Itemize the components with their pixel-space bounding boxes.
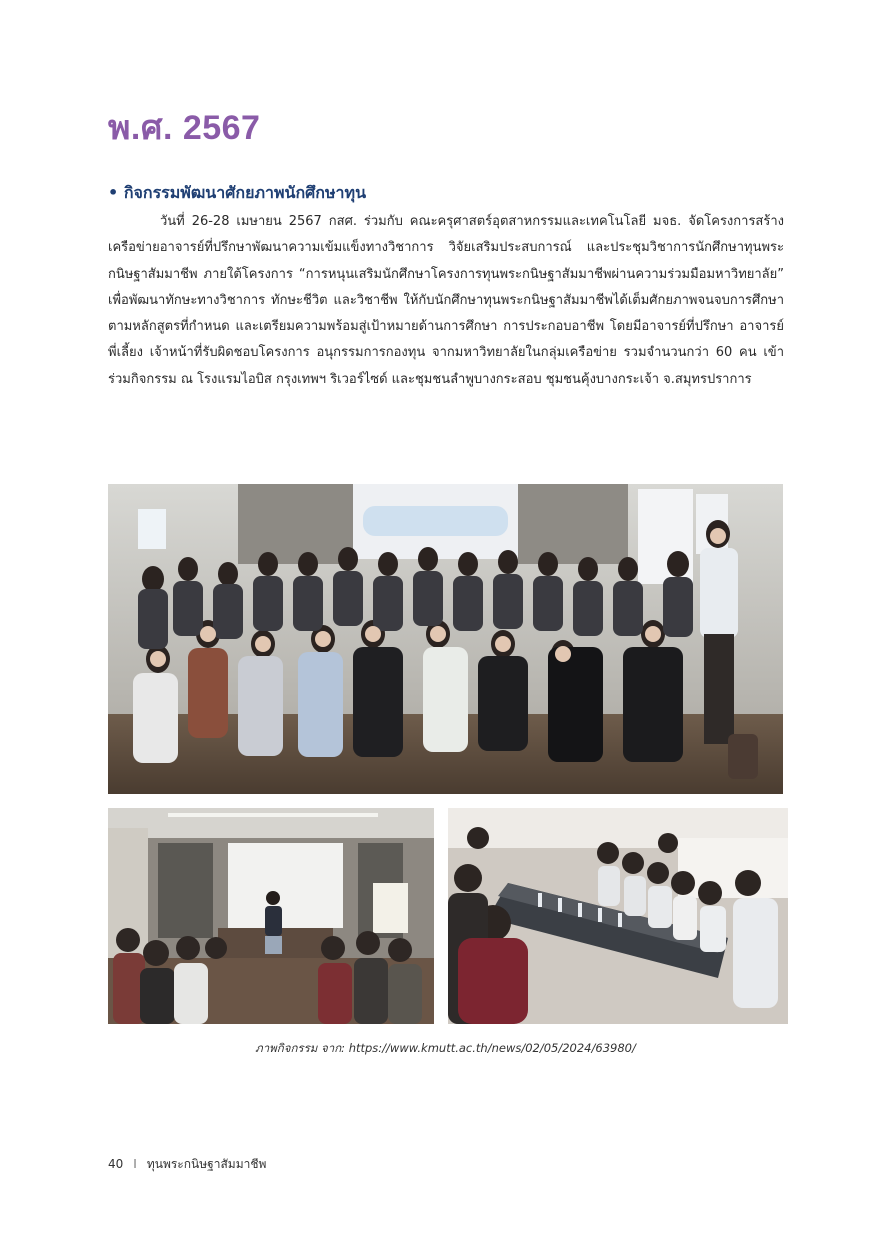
page-number: 40: [108, 1157, 124, 1171]
caption-prefix: ภาพกิจกรรม จาก:: [255, 1041, 346, 1055]
photo-caption: [0, 1040, 891, 1058]
presentation-photo: [108, 808, 434, 1024]
footer-separator: I: [133, 1157, 137, 1171]
bullet: •: [108, 183, 119, 202]
section-heading-text: กิจกรรมพัฒนาศักยภาพนักศึกษาทุน: [123, 183, 366, 202]
publication-name: ทุนพระกนิษฐาสัมมาชีพ: [146, 1157, 267, 1171]
caption-url[interactable]: https://www.kmutt.ac.th/news/02/05/2024/63980/: [348, 1041, 636, 1055]
year-title: พ.ศ. 2567: [108, 109, 261, 147]
page-footer: [108, 1155, 266, 1174]
body-paragraph-text: วันที่ 26-28 เมษายน 2567 กสศ. ร่วมกับ คณะครุศาสตร์อุตสาหกรรมและเทคโนโลยี มจธ. จัดโครงการสร้างเครือข่ายอาจารย์ที่ปรึกษาพัฒนาความเข้มแข็งทางวิชาการ วิจัยเสริมประสบการณ์ และประชุมวิชาการนักศึกษาทุนพระกนิษฐาสัมมาชีพ ภายใต้โครงการ “การหนุนเสริมนักศึกษาโครงการทุนพระกนิษฐาสัมมาชีพผ่านความร่วมมือมหาวิทยาลัย” เพื่อพัฒนาทักษะทางวิชาการ ทักษะชีวิต และวิชาชีพ ให้กับนักศึกษาทุนพระกนิษฐาสัมมาชีพได้เต็มศักยภาพจนจบการศึกษาตามหลักสูตรที่กำหนด และเตรียมความพร้อมสู่เป้าหมายด้านการศึกษา การประกอบอาชีพ โดยมีอาจารย์ที่ปรึกษา อาจารย์พี่เลี้ยง เจ้าหน้าที่รับผิดชอบโครงการ อนุกรรมการกองทุน จากมหาวิทยาลัยในกลุ่มเครือข่าย รวมจำนวนกว่า 60 คน เข้าร่วมกิจกรรม ณ โรงแรมไอบิส กรุงเทพฯ ริเวอร์ไซด์ และชุมชนลำพูบางกระสอบ ชุมชนคุ้งบางกระเจ้า จ.สมุทรปราการ: [108, 214, 784, 387]
group-photo: [108, 484, 783, 794]
section-heading: [108, 181, 366, 206]
body-paragraph: [108, 209, 784, 393]
workshop-photo: [448, 808, 788, 1024]
